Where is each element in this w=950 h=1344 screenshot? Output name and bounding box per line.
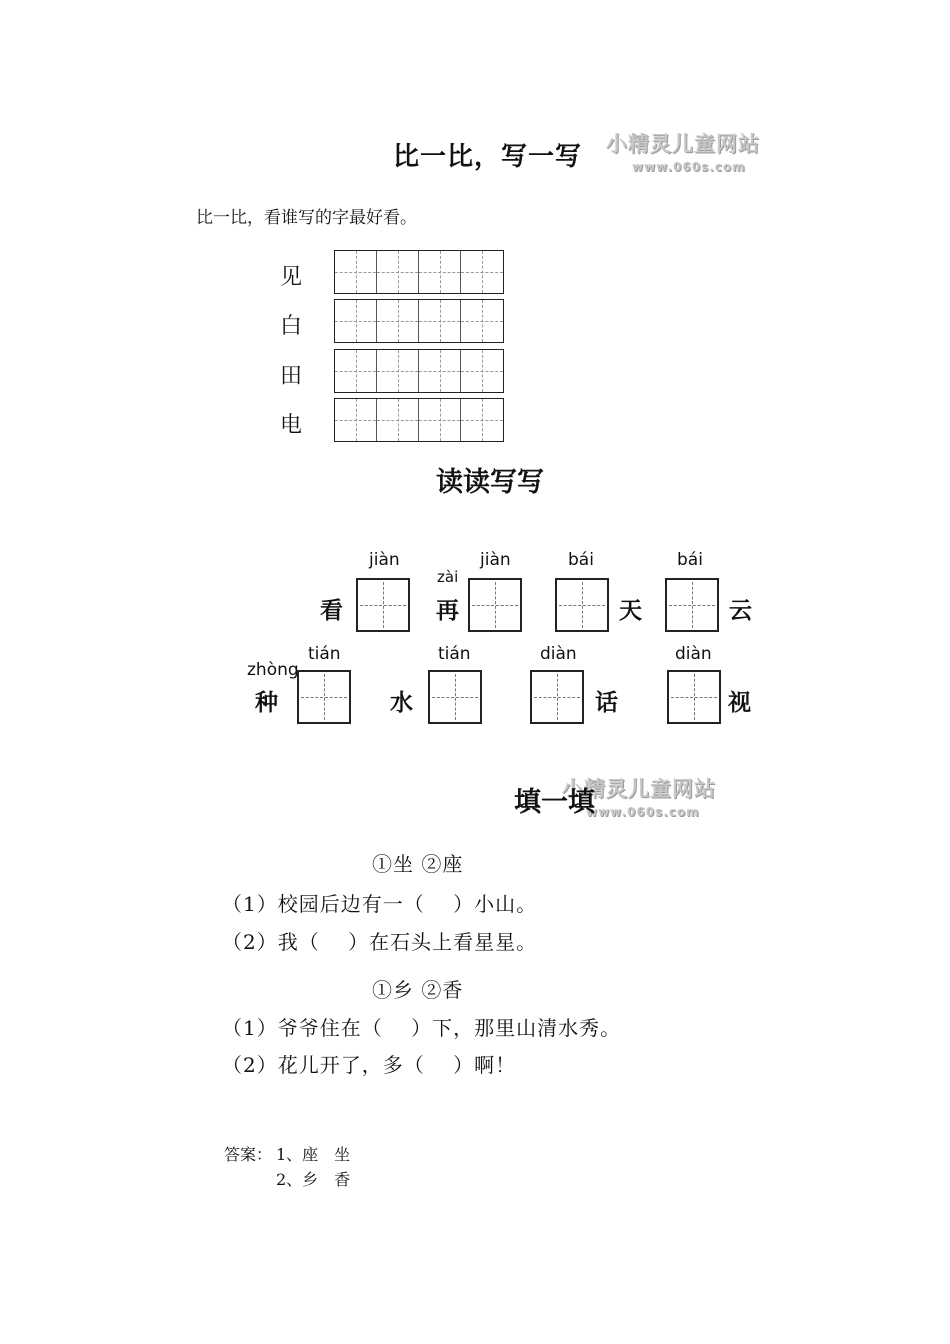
pinyin-label: zài xyxy=(437,568,459,586)
options-group-2: ①乡 ②香 xyxy=(372,978,464,1002)
writing-box[interactable] xyxy=(297,670,351,724)
watermark-text: 小精灵儿童网站 xyxy=(606,132,760,156)
pinyin-label: zhòng xyxy=(247,660,299,680)
question-1-2: （2）我（ ）在石头上看星星。 xyxy=(222,930,538,954)
writing-box[interactable] xyxy=(356,578,410,632)
writing-row[interactable] xyxy=(334,349,504,393)
answer-label: 答案： xyxy=(224,1145,273,1164)
writing-row[interactable] xyxy=(334,398,504,442)
answer-line-2: 2、乡 香 xyxy=(276,1170,351,1189)
answer-line-1: 1、座 坐 xyxy=(276,1145,351,1164)
options-group-1: ①坐 ②座 xyxy=(372,852,464,876)
row-char: 田 xyxy=(280,364,303,389)
char-label: 天 xyxy=(619,598,642,624)
row-char: 电 xyxy=(280,413,303,438)
row-char: 见 xyxy=(280,265,303,290)
row-char: 白 xyxy=(280,314,303,339)
writing-box[interactable] xyxy=(555,578,609,632)
char-label: 种 xyxy=(255,690,278,716)
watermark-text: 小精灵儿童网站 xyxy=(562,777,716,801)
char-label: 再 xyxy=(436,598,459,624)
char-label: 话 xyxy=(595,690,618,716)
char-label: 看 xyxy=(320,598,343,624)
pinyin-label: bái xyxy=(568,550,594,570)
section-title-fill: 填一填 xyxy=(514,787,595,818)
char-label: 云 xyxy=(729,598,752,624)
watermark-url: www.060s.com xyxy=(586,805,700,819)
section-title-read-write: 读读写写 xyxy=(436,467,544,498)
pinyin-label: tián xyxy=(308,644,341,664)
char-label: 水 xyxy=(390,690,413,716)
question-2-2: （2）花儿开了，多（ ）啊！ xyxy=(222,1053,517,1077)
writing-row[interactable] xyxy=(334,299,504,343)
pinyin-label: diàn xyxy=(675,644,712,664)
writing-box[interactable] xyxy=(468,578,522,632)
watermark-url: www.060s.com xyxy=(632,160,746,174)
pinyin-label: tián xyxy=(438,644,471,664)
writing-box[interactable] xyxy=(667,670,721,724)
section-title-compare-write: 比一比，写一写 xyxy=(393,142,583,172)
instruction: 比一比，看谁写的字最好看。 xyxy=(196,208,417,228)
question-1-1: （1）校园后边有一（ ）小山。 xyxy=(222,892,538,916)
pinyin-label: diàn xyxy=(540,644,577,664)
writing-box[interactable] xyxy=(530,670,584,724)
writing-box[interactable] xyxy=(428,670,482,724)
question-2-1: （1）爷爷住在（ ）下，那里山清水秀。 xyxy=(222,1016,622,1040)
writing-box[interactable] xyxy=(665,578,719,632)
pinyin-label: bái xyxy=(677,550,703,570)
pinyin-label: jiàn xyxy=(480,550,511,570)
writing-row[interactable] xyxy=(334,250,504,294)
char-label: 视 xyxy=(728,690,751,716)
pinyin-label: jiàn xyxy=(369,550,400,570)
